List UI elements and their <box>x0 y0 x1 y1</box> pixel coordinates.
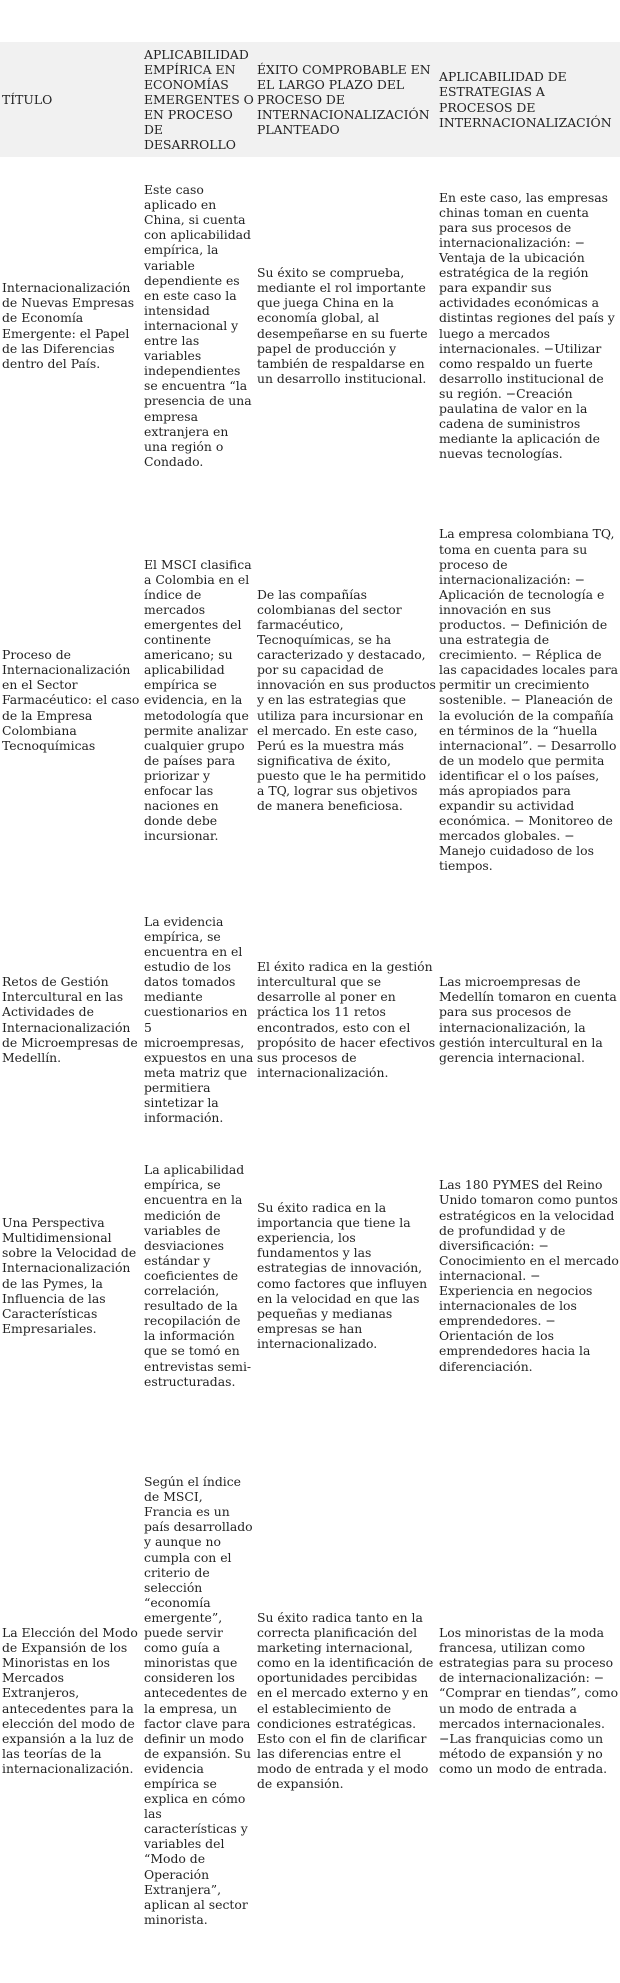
cell-estrategias: La empresa colombiana TQ, toma en cuenta para su proceso de internacionalización: − Aplicación de tecnología e innovación en sus productos. − Definición de una estrategia de crecimiento. − Réplica de las capacidades locales para permitir un crecimiento sostenible. − Planeación de la evolución de la compañía en términos de la “huella internacional”. − Desarrollo de un modelo que permita identificar el o los países, más apropiados para expandir su actividad económica. − Monitoreo de mercados globales. − Manejo cuidadoso de los tiempos. <box>439 526 619 874</box>
cell-aplicabilidad: El MSCI clasifica a Colombia en el índice de mercados emergentes del continente americano; su aplicabilidad empírica se evidencia, en la metodología que permite analizar cualquier grupo de países para priorizar y enfocar las naciones en donde debe incursionar. <box>144 556 252 844</box>
cell-aplicabilidad: Este caso aplicado en China, si cuenta con aplicabilidad empírica, la variable dependiente es en este caso la intensidad internacional y entre las variables independientes se encuentra “la presencia de una empresa extranjera en una región o Condado. <box>144 182 252 469</box>
cell-exito: Su éxito radica en la importancia que tiene la experiencia, los fundamentos y las estrategias de innovación, como factores que influyen en la velocidad en que las pequeñas y medianas empresas se han internacionalizado. <box>257 1200 428 1351</box>
table-row <box>0 157 620 494</box>
cell-estrategias: Las microempresas de Medellín tomaron en cuenta para sus procesos de internacionalización, la gestión intercultural en la gerencia internacional. <box>439 974 617 1065</box>
cell-estrategias: Los minoristas de la moda francesa, utilizan como estrategias para su proceso de internacionalización: − “Comprar en tiendas”, como un modo de entrada a mercados internacionales. −Las franquicias como un método de expansión y no como un modo de entrada. <box>439 1625 619 1776</box>
table-header <box>0 42 620 157</box>
cell-estrategias: En este caso, las empresas chinas toman en cuenta para sus procesos de internacionalización: − Ventaja de la ubicación estratégica de la región para expandir sus actividades económicas a distintas regiones del país y luego a mercados internacionales. −Utilizar como respaldo un fuerte desarrollo institucional de su región. −Creación paulatina de valor en la cadena de suministros mediante la aplicación de nuevas tecnologías. <box>439 189 615 462</box>
cell-titulo: La Elección del Modo de Expansión de los Minoristas en los Mercados Extranjeros, antecedentes para la elección del modo de expansión a la luz de las teorías de la internacionalización. <box>2 1625 138 1776</box>
cell-exito: El éxito radica en la gestión intercultural que se desarrolle al poner en práctica los 11 retos encontrados, esto con el propósito de hacer efectivos sus procesos de internacionalización. <box>257 959 436 1080</box>
table-row <box>0 494 620 906</box>
comparison-table <box>0 42 620 1983</box>
cell-exito: De las compañías colombianas del sector farmacéutico, Tecnoquímicas, se ha caracterizado y destacado, por su capacidad de innovación en sus productos y en las estrategias que utiliza para incursionar en el mercado. En este caso, Perú es la muestra más significativa de éxito, puesto que le ha permitido a TQ, lograr sus objetivos de manera beneficiosa. <box>257 586 436 814</box>
header-estrategias: APLICABILIDAD DE ESTRATEGIAS A PROCESOS DE INTERNACIONALIZACIÓN <box>437 42 620 157</box>
header-titulo: TÍTULO <box>0 42 142 157</box>
cell-titulo: Internacionalización de Nuevas Empresas de Economía Emergente: el Papel de las Diferencias dentro del País. <box>2 280 135 371</box>
header-exito: ÉXITO COMPROBABLE EN EL LARGO PLAZO DEL PROCESO DE INTERNACIONALIZACIÓN PLANTEADO <box>255 42 437 157</box>
cell-exito: Su éxito radica tanto en la correcta planificación del marketing internacional, como en la identificación de oportunidades percibidas en el mercado externo y en el establecimiento de condiciones estratégicas. Esto con el fin de clarificar las diferencias entre el modo de entrada y el modo de expansión. <box>257 1609 434 1791</box>
cell-aplicabilidad: Según el índice de MSCI, Francia es un país desarrollado y aunque no cumpla con el criterio de selección “economía emergente”, puede servir como guía a minoristas que consideren los antecedentes de la empresa, un factor clave para definir un modo de expansión. Su evidencia empírica se explica en cómo las características y variables del “Modo de Operación Extranjera”, aplican al sector minorista. <box>144 1474 253 1927</box>
table-body <box>0 157 620 1983</box>
table-row <box>0 1133 620 1418</box>
cell-estrategias: Las 180 PYMES del Reino Unido tomaron como puntos estratégicos en la velocidad de profundidad y de diversificación: − Conocimiento en el mercado internacional. − Experiencia en negocios internacionales de los emprendedores. − Orientación de los emprendedores hacia la diferenciación. <box>439 1177 619 1374</box>
cell-aplicabilidad: La evidencia empírica, se encuentra en el estudio de los datos tomados mediante cuestionarios en 5 microempresas, expuestos en una meta matriz que permitiera sintetizar la información. <box>144 913 254 1126</box>
header-row <box>0 42 620 157</box>
header-aplicabilidad: APLICABILIDAD EMPÍRICA EN ECONOMÍAS EMERGENTES O EN PROCESO DE DESARROLLO <box>142 42 255 157</box>
cell-exito: Su éxito se comprueba, mediante el rol importante que juega China en la economía global, al desempeñarse en su fuerte papel de producción y también de respaldarse en un desarrollo institucional. <box>257 265 428 386</box>
cell-titulo: Proceso de Internacionalización en el Sector Farmacéutico: el caso de la Empresa Colombiana Tecnoquímicas <box>2 647 140 753</box>
cell-titulo: Retos de Gestión Intercultural en las Actividades de Internacionalización de Microempresas de Medellín. <box>2 974 138 1065</box>
cell-aplicabilidad: La aplicabilidad empírica, se encuentra en la medición de variables de desviaciones estándar y coeficientes de correlación, resultado de la recopilación de la información que se tomó en entrevistas semi-estructuradas. <box>144 1162 252 1389</box>
table-row <box>0 906 620 1133</box>
table-row <box>0 1418 620 1983</box>
cell-titulo: Una Perspectiva Multidimensional sobre la Velocidad de Internacionalización de las Pymes, la Influencia de las Características Empresariales. <box>2 1215 137 1336</box>
